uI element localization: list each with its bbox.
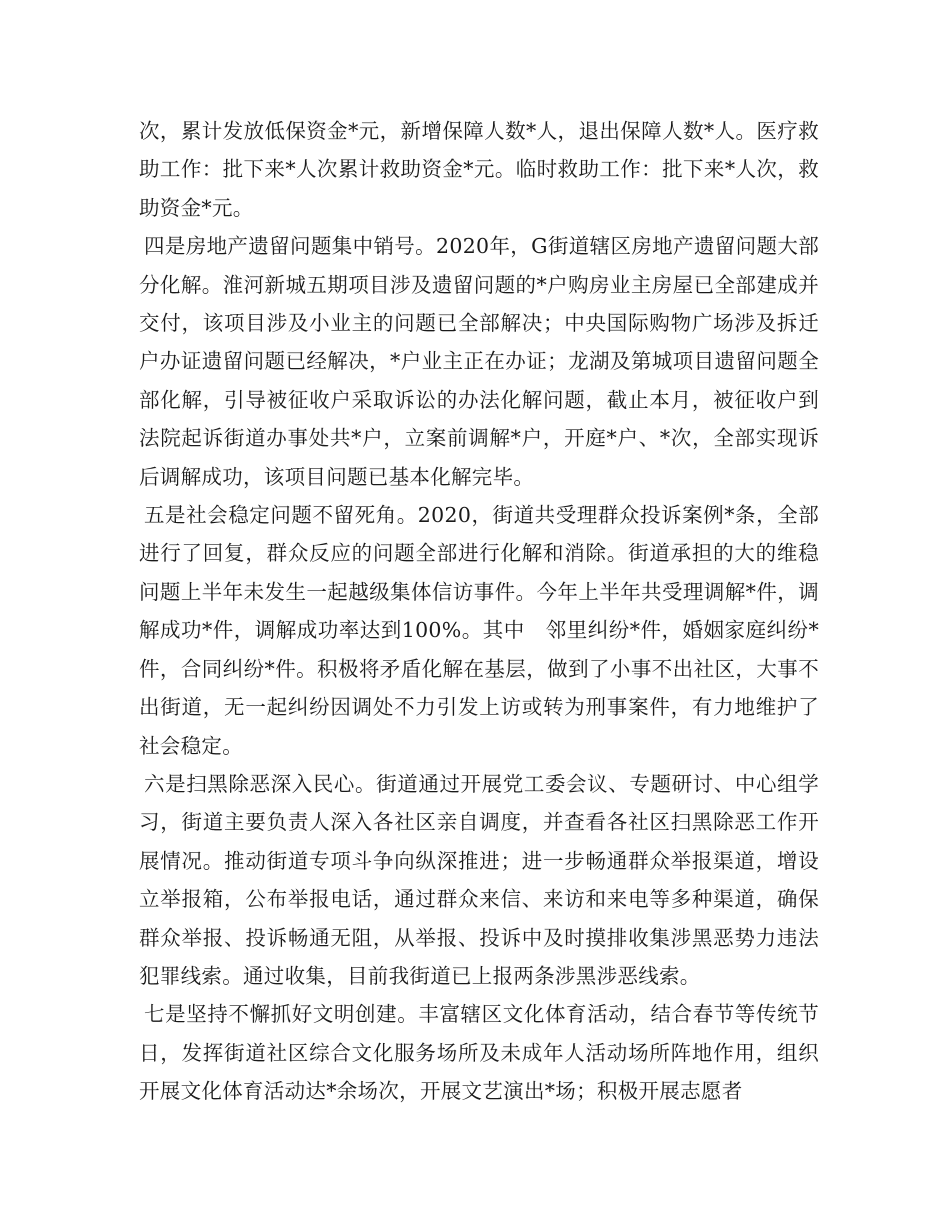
document-body: [139, 112, 819, 1111]
paragraph-real-estate: 四是房地产遗留问题集中销号。2020年，G街道辖区房地产遗留问题大部分化解。淮河新城五期项目涉及遗留问题的*户购房业主房屋已全部建成并交付，该项目涉及小业主的问题已全部解决；中央国际购物广场涉及拆迁户办证遗留问题已经解决，*户业主正在办证；龙湖及第城项目遗留问题全部化解，引导被征收户采取诉讼的办法化解问题，截止本月，被征收户到法院起诉街道办事处共*户，立案前调解*户，开庭*户、*次，全部实现诉后调解成功，该项目问题已基本化解完毕。: [139, 234, 819, 489]
paragraph-anti-crime: 六是扫黑除恶深入民心。街道通过开展党工委会议、专题研讨、中心组学习，街道主要负责人深入各社区亲自调度，并查看各社区扫黑除恶工作开展情况。推动街道专项斗争向纵深推进；进一步畅通群众举报渠道，增设立举报箱，公布举报电话，通过群众来信、来访和来电等多种渠道，确保群众举报、投诉畅通无阻，从举报、投诉中及时摸排收集涉黑恶势力违法犯罪线索。通过收集，目前我街道已上报两条涉黑涉恶线索。: [139, 771, 819, 988]
paragraph-civilization: 七是坚持不懈抓好文明创建。丰富辖区文化体育活动，结合春节等传统节日，发挥街道社区综合文化服务场所及未成年人活动场所阵地作用，组织开展文化体育活动达*余场次，开展文艺演出*场；积极开展志愿者: [139, 1002, 819, 1104]
paragraph-relief-continuation: 次，累计发放低保资金*元，新增保障人数*人，退出保障人数*人。医疗救助工作：批下来*人次累计救助资金*元。临时救助工作：批下来*人次，救助资金*元。: [139, 119, 819, 220]
paragraph-social-stability: 五是社会稳定问题不留死角。2020，街道共受理群众投诉案例*条，全部进行了回复，群众反应的问题全部进行化解和消除。街道承担的大的维稳问题上半年未发生一起越级集体信访事件。今年上半年共受理调解*件，调解成功*件，调解成功率达到100%。其中 邻里纠纷*件，婚姻家庭纠纷*件，合同纠纷*件。积极将矛盾化解在基层，做到了小事不出社区，大事不出街道，无一起纠纷因调处不力引发上访或转为刑事案件，有力地维护了社会稳定。: [139, 503, 819, 758]
